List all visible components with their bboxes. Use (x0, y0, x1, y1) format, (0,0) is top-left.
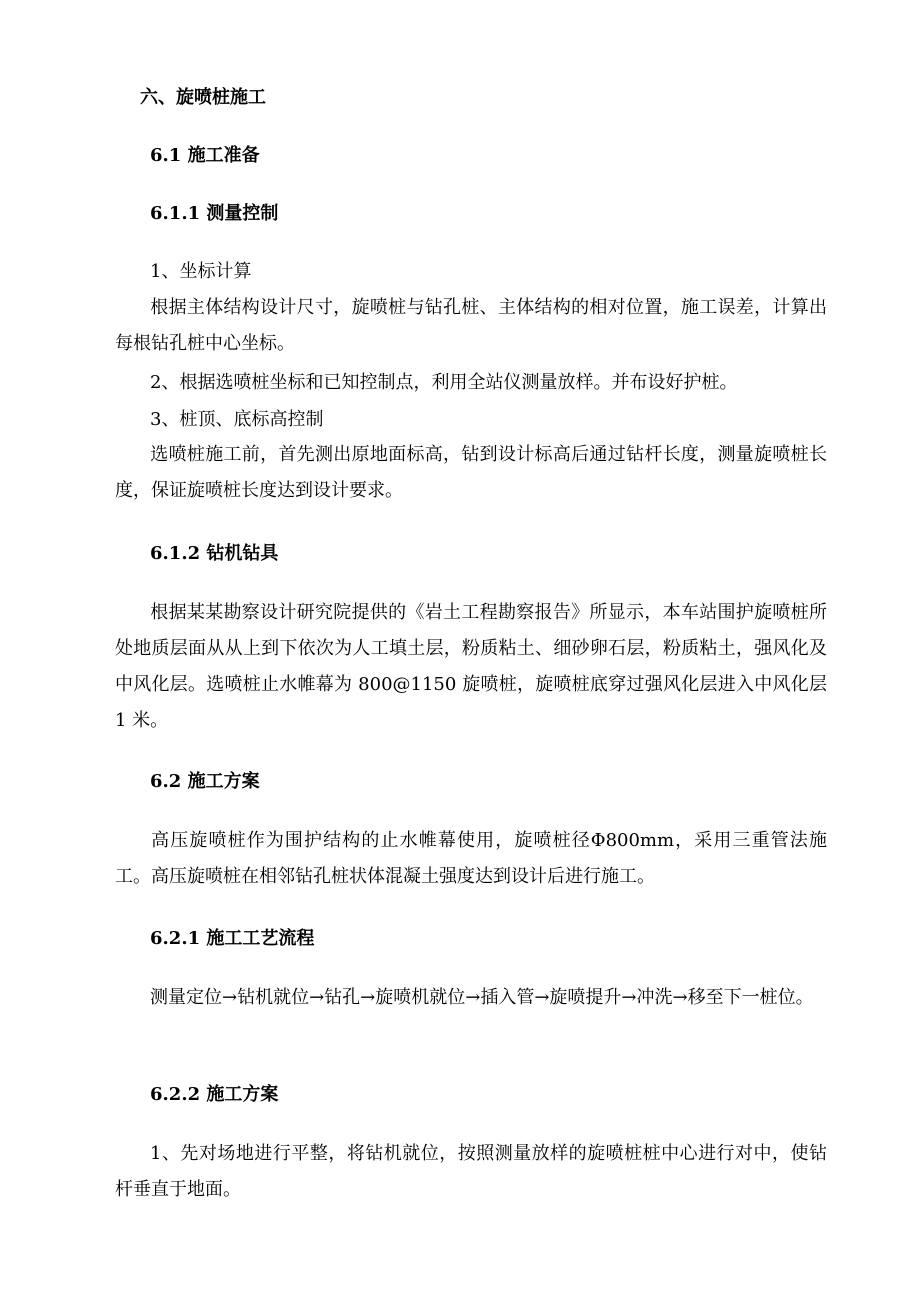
paragraph-3 (115, 595, 827, 739)
paragraph-3-text: 根据某某勘察设计研究院提供的《岩土工程勘察报告》所显示，本车站围护旋喷桩所处地质层面从从上到下依次为人工填土层，粉质粘土、细砂卵石层，粉质粘土，强风化及中风化层。选喷桩止水帷幕为 800@1150 旋喷桩，旋喷桩底穿过强风化层进入中风化层 1 米。 (115, 602, 827, 731)
paragraph-6-text: 1、先对场地进行平整，将钻机就位，按照测量放样的旋喷桩桩中心进行对中，使钻杆垂直于地面。 (115, 1143, 827, 1200)
heading-6-1-1: 6.1.1 测量控制 (150, 203, 279, 224)
paragraph-4 (115, 823, 827, 895)
heading-6-2-1: 6.2.1 施工工艺流程 (150, 928, 315, 949)
paragraph-5 (115, 980, 827, 1016)
heading-6-2-2: 6.2.2 施工方案 (150, 1084, 279, 1105)
item-1: 1、坐标计算 (150, 261, 252, 282)
paragraph-6 (115, 1136, 827, 1208)
paragraph-4-text: 高压旋喷桩作为围护结构的止水帷幕使用，旋喷桩径Φ800mm，采用三重管法施工。高压旋喷桩在相邻钻孔桩状体混凝土强度达到设计后进行施工。 (115, 830, 827, 887)
paragraph-5-text: 测量定位→钻机就位→钻孔→旋喷机就位→插入管→旋喷提升→冲洗→移至下一桩位。 (150, 987, 814, 1008)
paragraph-1 (115, 290, 827, 362)
paragraph-2 (115, 437, 827, 509)
heading-6-1: 6.1 施工准备 (150, 145, 260, 166)
item-3: 3、桩顶、底标高控制 (150, 409, 324, 430)
paragraph-2-text: 选喷桩施工前，首先测出原地面标高，钻到设计标高后通过钻杆长度，测量旋喷桩长度，保证旋喷桩长度达到设计要求。 (115, 444, 827, 501)
heading-section-6: 六、旋喷桩施工 (140, 87, 266, 108)
paragraph-1-text: 根据主体结构设计尺寸，旋喷桩与钻孔桩、主体结构的相对位置，施工误差，计算出每根钻孔桩中心坐标。 (115, 297, 827, 354)
heading-6-2: 6.2 施工方案 (150, 771, 260, 792)
item-2: 2、根据选喷桩坐标和已知控制点，利用全站仪测量放样。并布设好护桩。 (150, 372, 738, 393)
heading-6-1-2: 6.1.2 钻机钻具 (150, 543, 279, 564)
